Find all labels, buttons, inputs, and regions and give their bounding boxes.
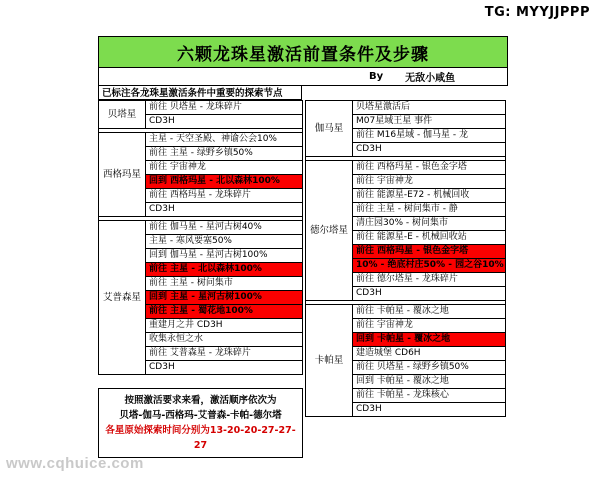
section-label-left-1: 西格玛星	[99, 133, 146, 217]
step-cell: 前往 能源星-E72 - 机械回收	[353, 189, 506, 203]
step-cell: 前往 贝塔星 - 绿野乡镇50%	[353, 361, 506, 375]
step-cell: 前往 能源星-E - 机械回收站	[353, 231, 506, 245]
section-label-right-2: 卡帕星	[306, 305, 353, 417]
summary-line-1: 按照激活要求来看，激活顺序依次为	[124, 395, 277, 406]
table-row	[99, 133, 303, 147]
step-cell: 前往 宇宙神龙	[353, 175, 506, 189]
step-cell: 前往 主星 - 蜀花地100%	[146, 305, 303, 319]
page-title: 六颗龙珠星激活前置条件及步骤	[177, 44, 429, 65]
table-row	[306, 101, 506, 115]
step-cell: 前往 西格玛星 - 龙珠碎片	[146, 189, 303, 203]
step-cell: 前往 卡帕星 - 覆冰之地	[353, 305, 506, 319]
step-cell: 前往 卡帕星 - 龙珠核心	[353, 389, 506, 403]
left-column	[98, 100, 303, 375]
step-cell: 清庄园30% - 树问集市	[353, 217, 506, 231]
step-cell: 回到 主星 - 星河古树100%	[146, 291, 303, 305]
step-cell: 前往 宇宙神龙	[146, 161, 303, 175]
step-cell: 贝塔星激活后	[353, 101, 506, 115]
step-cell: CD3H	[353, 287, 506, 301]
document-title-bar	[98, 36, 508, 68]
step-cell: 收集永恒之水	[146, 333, 303, 347]
step-cell: 前往 西格玛星 - 银色金字塔	[353, 245, 506, 259]
step-cell: 前往 贝塔星 - 龙珠碎片	[146, 101, 303, 115]
table-row	[306, 161, 506, 175]
section-label-right-0: 伽马星	[306, 101, 353, 157]
step-cell: 前往 主星 - 树问集市 - 静	[353, 203, 506, 217]
section-label-left-2: 艾普森星	[99, 221, 146, 375]
right-column	[305, 100, 506, 417]
left-table	[98, 100, 303, 375]
table-row	[306, 305, 506, 319]
summary-line-2: 贝塔-伽马-西格玛-艾普森-卡帕-德尔塔	[119, 410, 282, 421]
step-cell: 前往 德尔塔星 - 龙珠碎片	[353, 273, 506, 287]
step-cell: 前往 宇宙神龙	[353, 319, 506, 333]
note-text: 已标注各龙珠星激活条件中重要的探索节点	[98, 85, 302, 100]
byline-by-label: By	[369, 70, 384, 82]
step-cell: CD3H	[353, 403, 506, 417]
step-cell: 前往 主星 - 树问集市	[146, 277, 303, 291]
step-cell: 前往 艾普森星 - 龙珠碎片	[146, 347, 303, 361]
step-cell: 回到 伽马星 - 星河古树100%	[146, 249, 303, 263]
step-cell: 前往 M16星域 - 伽马星 - 龙	[353, 129, 506, 143]
step-cell: 前往 主星 - 北以森林100%	[146, 263, 303, 277]
summary-line-3: 各星原始探索时间分别为13-20-20-27-27-27	[105, 425, 296, 451]
step-cell: 回到 西格玛星 - 北以森林100%	[146, 175, 303, 189]
table-row	[99, 101, 303, 115]
byline-author: 无敌小咸鱼	[405, 72, 456, 84]
step-cell: 主星 - 天空圣殿、神谕公会10%	[146, 133, 303, 147]
step-cell: 10% - 绝底村庄50% - 园之谷10%	[353, 259, 506, 273]
step-cell: CD3H	[353, 143, 506, 157]
summary-block	[98, 388, 303, 458]
telegram-badge: TG: MYYJJPPP	[473, 0, 600, 26]
step-cell: CD3H	[146, 361, 303, 375]
step-cell: 前往 伽马星 - 星河古树40%	[146, 221, 303, 235]
step-cell: CD3H	[146, 115, 303, 129]
step-cell: 建造城堡 CD6H	[353, 347, 506, 361]
step-cell: CD3H	[146, 203, 303, 217]
watermark: www.cqhuice.com	[6, 455, 144, 472]
byline	[98, 67, 508, 86]
table-row	[99, 221, 303, 235]
step-cell: M07星域王星 事件	[353, 115, 506, 129]
section-label-left-0: 贝塔星	[99, 101, 146, 129]
step-cell: 重建月之井 CD3H	[146, 319, 303, 333]
step-cell: 回到 卡帕星 - 覆冰之地	[353, 333, 506, 347]
section-label-right-1: 德尔塔星	[306, 161, 353, 301]
step-cell: 回到 卡帕星 - 覆冰之地	[353, 375, 506, 389]
step-cell: 主星 - 寒风要塞50%	[146, 235, 303, 249]
step-cell: 前往 西格玛星 - 银色金字塔	[353, 161, 506, 175]
right-table	[305, 100, 506, 417]
step-cell: 前往 主星 - 绿野乡镇50%	[146, 147, 303, 161]
